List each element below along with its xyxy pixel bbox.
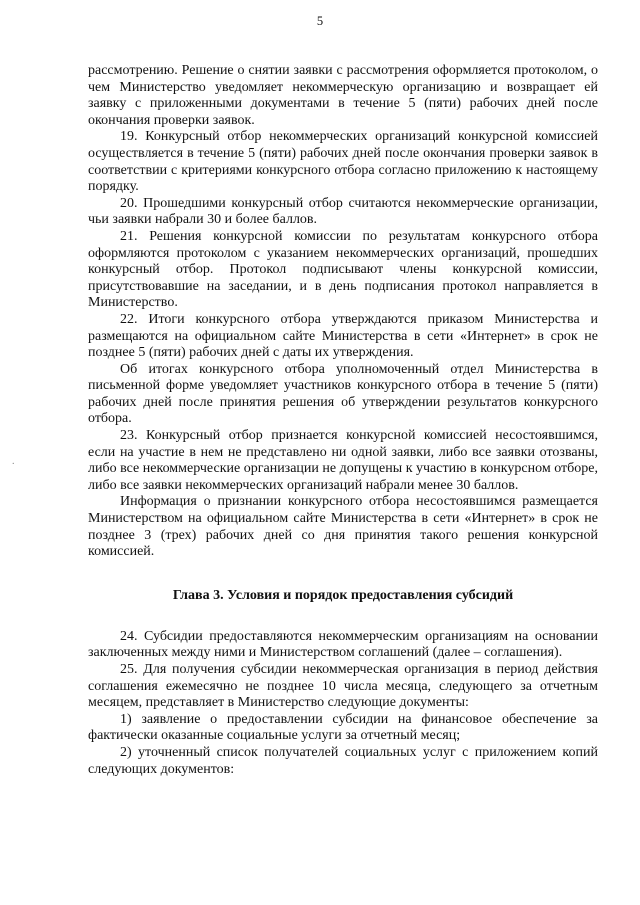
paragraph: 22. Итоги конкурсного отбора утверждаются приказом Министерства и размещаются на официальном сайте Министерства в сети «Интернет» в срок не позднее 5 (пяти) рабочих дней с даты их утверждения. bbox=[88, 311, 598, 361]
paragraph: 23. Конкурсный отбор признается конкурсной комиссией несостоявшимся, если на участие в нем не представлено ни одной заявки, либо все заявки отозваны, либо все некоммерческие организации не допущены к участию в конкурсном отборе, либо все заявки некоммерческих организаций набрали менее 30 баллов. bbox=[88, 428, 598, 493]
section-after-heading bbox=[88, 629, 598, 778]
document-body bbox=[88, 63, 598, 778]
section-before-heading bbox=[88, 63, 598, 561]
paragraph: Информация о признании конкурсного отбора несостоявшимся размещается Министерством на официальном сайте Министерства в сети «Интернет» в срок не позднее 3 (трех) рабочих дней со дня принятия такого решения конкурсной комиссией. bbox=[88, 494, 598, 560]
chapter-heading: Глава 3. Условия и порядок предоставления субсидий bbox=[172, 587, 514, 603]
paragraph: 20. Прошедшими конкурсный отбор считаются некоммерческие организации, чьи заявки набрали 30 и более баллов. bbox=[88, 195, 598, 228]
paragraph: 2) уточненный список получателей социальных услуг с приложением копий следующих документов: bbox=[88, 744, 598, 777]
paragraph: 1) заявление о предоставлении субсидии на финансовое обеспечение за фактически оказанные социальные услуги за отчетный месяц; bbox=[88, 711, 598, 744]
paragraph: 24. Субсидии предоставляются некоммерческим организациям на основании заключенных между ними и Министерством соглашений (далее – соглашения). bbox=[88, 628, 598, 661]
paragraph: 21. Решения конкурсной комиссии по результатам конкурсного отбора оформляются протоколом с указанием некоммерческих организаций, прошедших конкурсный отбор. Протокол подписывают члены конкурсной комиссии, присутствовавшие на заседании, и в день подписания протокол направляется в Министерство. bbox=[88, 228, 598, 311]
paragraph: Об итогах конкурсного отбора уполномоченный отдел Министерства в письменной форме уведомляет участников конкурсного отбора в течение 5 (пяти) рабочих дней после принятия решения об утверждении результатов конкурсного отбора. bbox=[88, 361, 598, 427]
paragraph: 19. Конкурсный отбор некоммерческих организаций конкурсной комиссией осуществляется в течение 5 (пяти) рабочих дней после окончания проверки заявок в соответствии с критериями конкурсного отбора согласно приложению к настоящему порядку. bbox=[88, 129, 598, 195]
margin-mark: . bbox=[12, 456, 15, 467]
page-number: 5 bbox=[316, 14, 324, 28]
paragraph: рассмотрению. Решение о снятии заявки с рассмотрения оформляется протоколом, о чем Министерство уведомляет некоммерческую организацию и возвращает ей заявку с приложенными документами в течение 5 (пяти) рабочих дней после окончания проверки заявок. bbox=[88, 63, 598, 128]
paragraph: 25. Для получения субсидии некоммерческая организация в период действия соглашения ежемесячно не позднее 10 числа месяца, следующего за отчетным месяцем, представляет в Министерство следующие документы: bbox=[88, 662, 598, 711]
